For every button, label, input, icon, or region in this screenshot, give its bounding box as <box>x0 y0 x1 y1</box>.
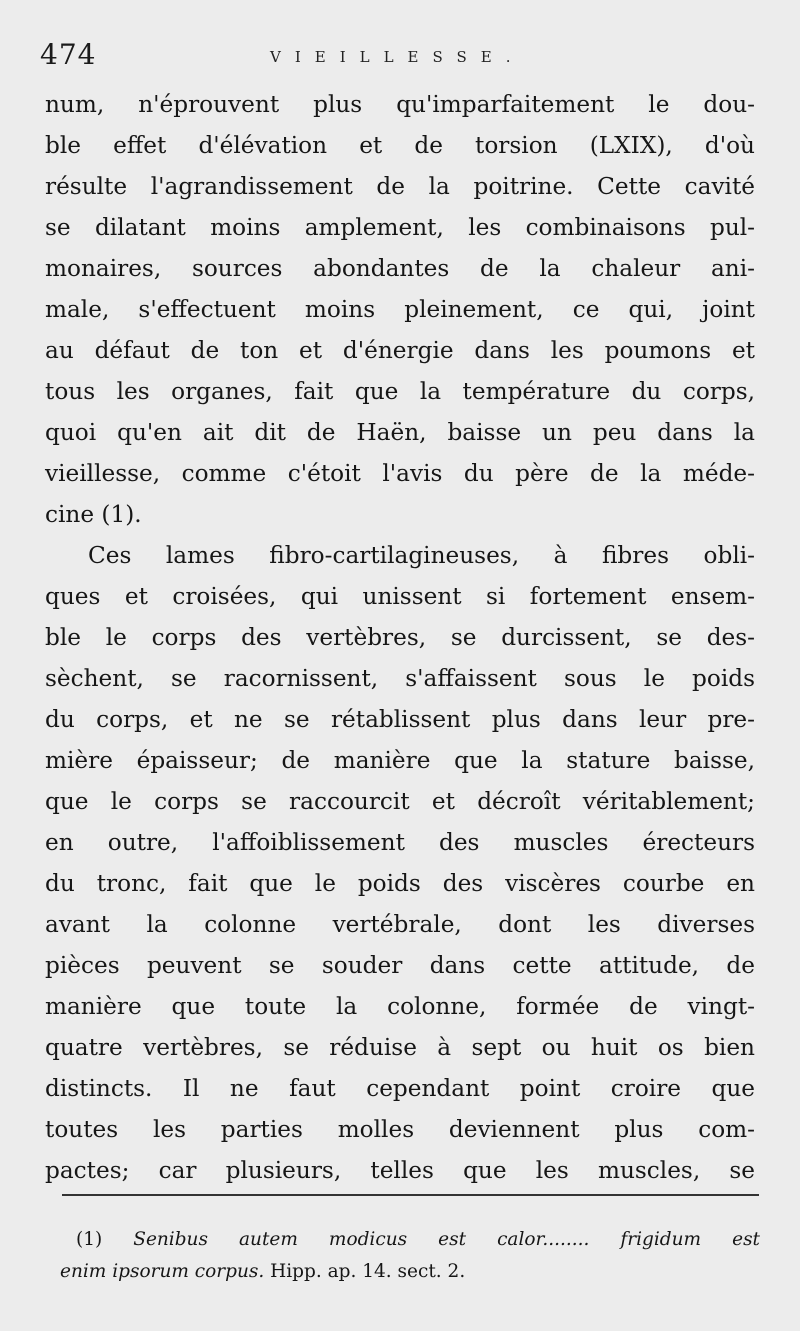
footnote <box>60 1224 760 1288</box>
page-header <box>40 38 760 78</box>
footnote-quote-end: enim ipsorum corpus. <box>60 1261 265 1282</box>
text-line: male, s'effectuent moins pleinement, ce qui, joint <box>45 296 755 323</box>
text-line: manière que toute la colonne, formée de vingt- <box>45 993 755 1020</box>
footnote-quote: Senibus autem modicus est calor........ frigidum est <box>133 1229 760 1250</box>
footnote-line <box>60 1224 760 1256</box>
text-line: distincts. Il ne faut cependant point croire que <box>45 1075 755 1102</box>
text-line: quatre vertèbres, se réduise à sept ou huit os bien <box>45 1034 755 1061</box>
text-line: vieillesse, comme c'étoit l'avis du père de la méde- <box>45 460 755 487</box>
text-line: cine (1). <box>45 501 142 528</box>
text-line: ble le corps des vertèbres, se durcissent, se des- <box>45 624 755 651</box>
text-line: que le corps se raccourcit et décroît véritablement; <box>45 788 755 815</box>
text-line: toutes les parties molles deviennent plus com- <box>45 1116 755 1143</box>
text-line: du corps, et ne se rétablissent plus dans leur pre- <box>45 706 755 733</box>
body-text <box>45 84 755 1191</box>
text-line: en outre, l'affoiblissement des muscles érecteurs <box>45 829 755 856</box>
footnote-line <box>60 1256 760 1288</box>
footnote-marker: (1) <box>76 1229 103 1250</box>
text-line: se dilatant moins amplement, les combinaisons pul- <box>45 214 755 241</box>
text-line: résulte l'agrandissement de la poitrine. Cette cavité <box>45 173 755 200</box>
text-line: ques et croisées, qui unissent si fortement ensem- <box>45 583 755 610</box>
text-line: sèchent, se racornissent, s'affaissent sous le poids <box>45 665 755 692</box>
text-line: Ces lames fibro-cartilagineuses, à fibres obli- <box>88 542 755 569</box>
running-head: VIEILLESSE. <box>270 48 525 66</box>
text-line: tous les organes, fait que la température du corps, <box>45 378 755 405</box>
text-line: mière épaisseur; de manière que la stature baisse, <box>45 747 755 774</box>
text-line: pièces peuvent se souder dans cette attitude, de <box>45 952 755 979</box>
text-line: pactes; car plusieurs, telles que les muscles, se <box>45 1157 755 1184</box>
text-line: ble effet d'élévation et de torsion (LXIX), d'où <box>45 132 755 159</box>
text-line: monaires, sources abondantes de la chaleur ani- <box>45 255 755 282</box>
text-line: au défaut de ton et d'énergie dans les poumons et <box>45 337 755 364</box>
text-line: quoi qu'en ait dit de Haën, baisse un peu dans la <box>45 419 755 446</box>
text-line: avant la colonne vertébrale, dont les diverses <box>45 911 755 938</box>
footnote-divider <box>62 1194 759 1196</box>
text-line: num, n'éprouvent plus qu'imparfaitement le dou- <box>45 91 755 118</box>
footnote-citation: Hipp. ap. 14. sect. 2. <box>264 1261 466 1282</box>
page-number: 474 <box>40 38 97 71</box>
text-line: du tronc, fait que le poids des viscères courbe en <box>45 870 755 897</box>
